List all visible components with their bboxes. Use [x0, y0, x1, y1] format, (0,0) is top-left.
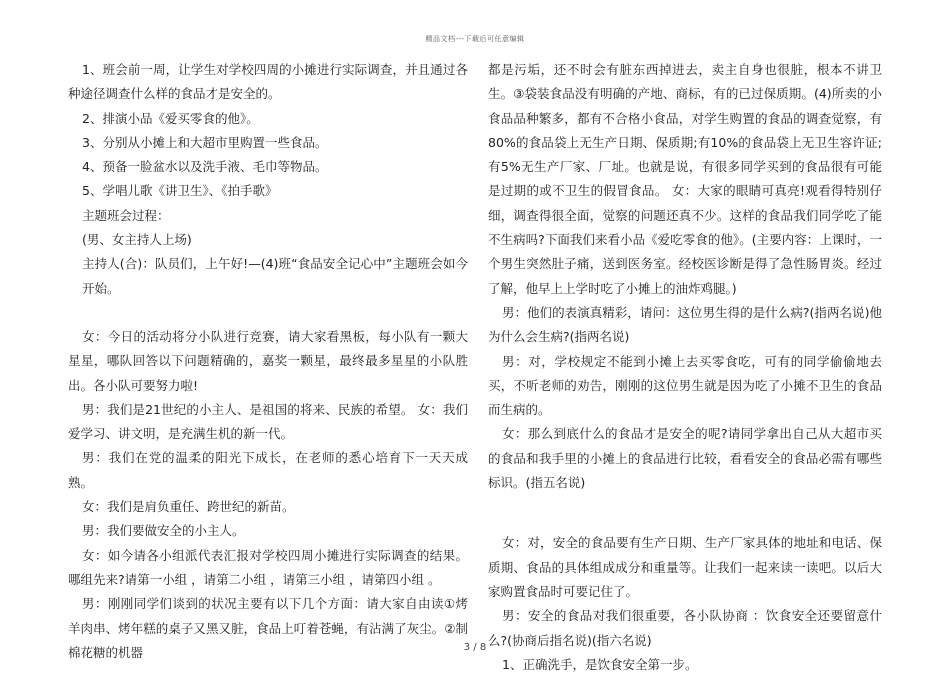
prep-item-5: 5、学唱儿歌《讲卫生》、《拍手歌》: [82, 183, 278, 199]
dialogue-paragraph: 男：我们是21世纪的小主人、是祖国的将来、民族的希望。 女：我们爱学习、讲文明，是充满生机的新一代。: [68, 401, 468, 442]
host-opening-line: 主持人(合)：队员们，上午好!—(4)班“食品安全记心中”主题班会如今开始。: [82, 256, 468, 296]
page-header: 精品文档---下载后可任意编辑: [425, 35, 525, 43]
prep-item-3: 3、分别从小摊上和大超市里购置一些食品。: [82, 134, 328, 150]
dialogue-paragraph: 男：我们在党的温柔的阳光下成长，在老师的悉心培育下一天天成熟。: [68, 450, 468, 490]
dialogue-paragraph: 女：今日的活动将分小队进行竞赛，请大家看黑板，每小队有一颗大星星，哪队回答以下问题精确的，嘉奖一颗星，最终最多星星的小队胜出。各小队可要努力啦!: [68, 328, 468, 393]
dialogue-paragraph: 男：我们要做安全的小主人。: [82, 523, 245, 539]
prep-item-4: 4、预备一脸盆水以及洗手液、毛巾等物品。: [82, 159, 328, 175]
process-heading: 主题班会过程：: [82, 207, 170, 223]
dialogue-paragraph: 男：刚刚同学们谈到的状况主要有以下几个方面：请大家自由读①烤羊肉串、烤年糕的桌子又黑又脏，食品上叮着苍蝇，有沾满了灰尘。②制棉花糖的机器: [68, 596, 468, 660]
prep-item-1: 1、班会前一周，让学生对学校四周的小摊进行实际调查，并且通过各种途径调查什么样的食品才是安全的。: [68, 62, 468, 102]
dialogue-paragraph: 女：如今请各小组派代表汇报对学校四周小摊进行实际调查的结果。哪组先来?请第一小组 ，请第二小组 ，请第三小组 ，请第四小组 。: [68, 547, 468, 587]
page-number: 3 / 8: [463, 642, 487, 653]
dialogue-paragraph: 女：那么到底什么的食品才是安全的呢?请同学拿出自己从大超市买的食品和我手里的小摊上的食品进行比较，看看安全的食品必需有哪些标识。(指五名说): [488, 426, 882, 491]
dialogue-paragraph: 女：对，安全的食品要有生产日期、生产厂家具体的地址和电话、保质期、食品的具体组成成分和重量等。让我们一起来读一读吧。以后大家购置食品时可要记住了。: [488, 535, 882, 599]
dialogue-paragraph: 都是污垢，还不时会有脏东西掉进去，卖主自身也很脏，根本不讲卫生。③袋装食品没有明确的产地、商标，有的已过保质期。(4)所卖的小食品品种繁多，都有不合格小食品，对学生购置的食品的调查觉察，有80%的食品袋上无生产日期、保质期;有10%的食品袋上无卫生容许证;有5%无生产厂家、厂址。也就是说，有很多同学买到的食品很有可能是过期的或不卫生的假冒食品。 女：大家的眼睛可真亮!观看得特别仔细，调查得很全面，觉察的问题还真不少。这样的食品我们同学吃了能不生病吗?下面我们来看小品《爱吃零食的他》。(主要内容：上课时，一个男生突然肚子痛，送到医务室。经校医诊断是得了急性肠胃炎。经过了解，他早上上学时吃了小摊上的油炸鸡腿。): [488, 62, 882, 296]
dialogue-paragraph: 男：他们的表演真精彩，请问：这位男生得的是什么病?(指两名说)他为什么会生病?(指两名说): [488, 304, 882, 345]
safety-point-1: 1、正确洗手，是饮食安全第一步。: [502, 656, 698, 672]
right-column: [488, 58, 882, 677]
dialogue-paragraph: 男：安全的食品对我们很重要，各小队协商 ：饮食安全还要留意什么?(协商后指名说)(指六名说): [488, 608, 882, 648]
hosts-enter-note: (男、女主持人上场): [82, 232, 192, 248]
left-column: [68, 58, 468, 665]
dialogue-paragraph: 男：对，学校规定不能到小摊上去买零食吃，可有的同学偷偷地去买，不听老师的劝告，刚刚的这位男生就是因为吃了小摊不卫生的食品而生病的。: [488, 353, 882, 418]
dialogue-paragraph: 女：我们是肩负重任、跨世纪的新苗。: [82, 499, 295, 515]
prep-item-2: 2、排演小品《爱买零食的他》。: [82, 110, 259, 126]
